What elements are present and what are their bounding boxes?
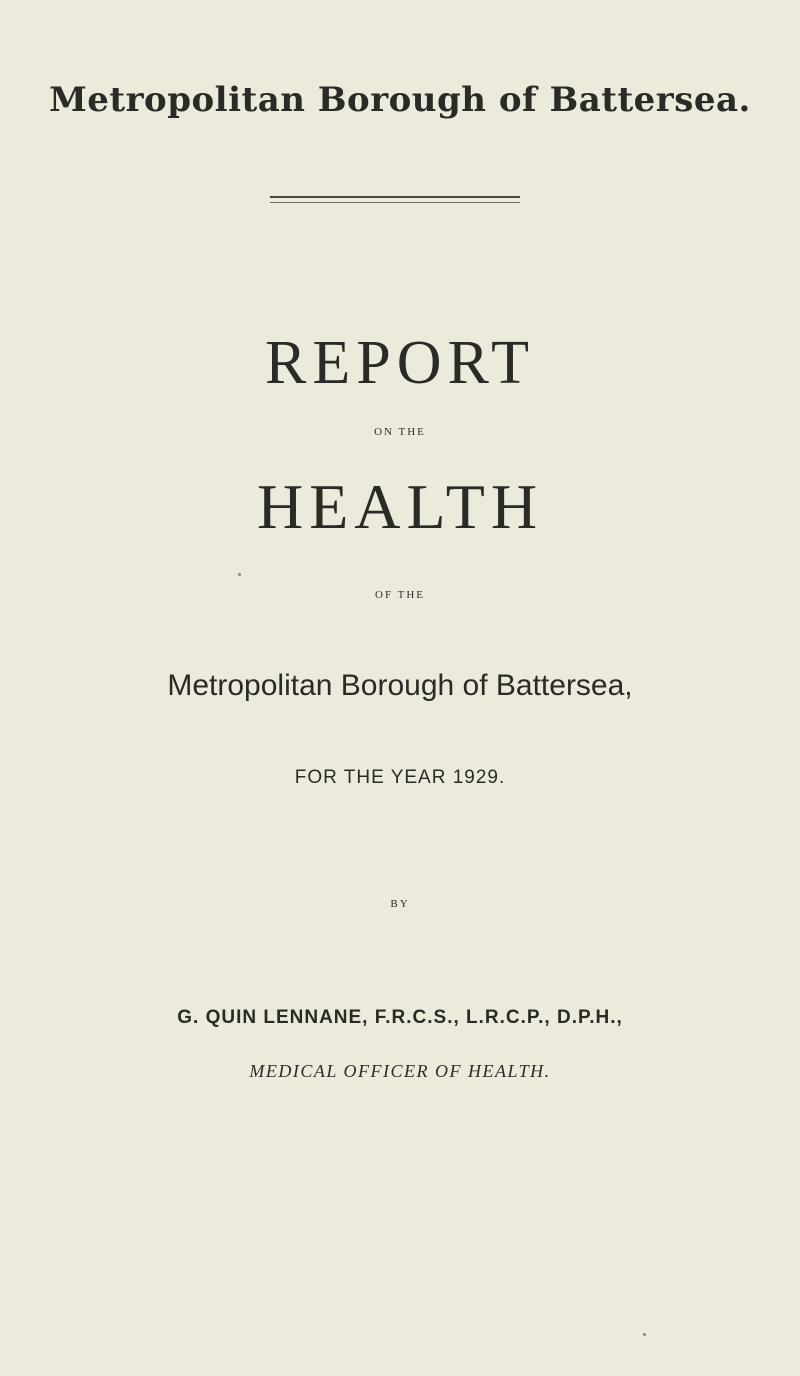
borough-name: Metropolitan Borough of Battersea,: [167, 669, 633, 702]
author-name: G. QUIN LENNANE, F.R.C.S., L.R.C.P., D.P.H.,: [177, 1007, 623, 1028]
author-position: MEDICAL OFFICER OF HEALTH.: [249, 1061, 551, 1081]
print-speck: [238, 573, 241, 576]
health-title: HEALTH: [256, 471, 544, 542]
of-the-label: OF THE: [375, 589, 425, 601]
on-the-label: ON THE: [374, 426, 426, 438]
report-year: FOR THE YEAR 1929.: [294, 767, 506, 788]
double-rule-divider: [270, 196, 520, 203]
blackletter-heading: Metropolitan Borough of Battersea.: [49, 80, 751, 120]
by-label: BY: [390, 898, 410, 910]
print-speck: [643, 1333, 646, 1336]
report-title: REPORT: [265, 329, 535, 397]
